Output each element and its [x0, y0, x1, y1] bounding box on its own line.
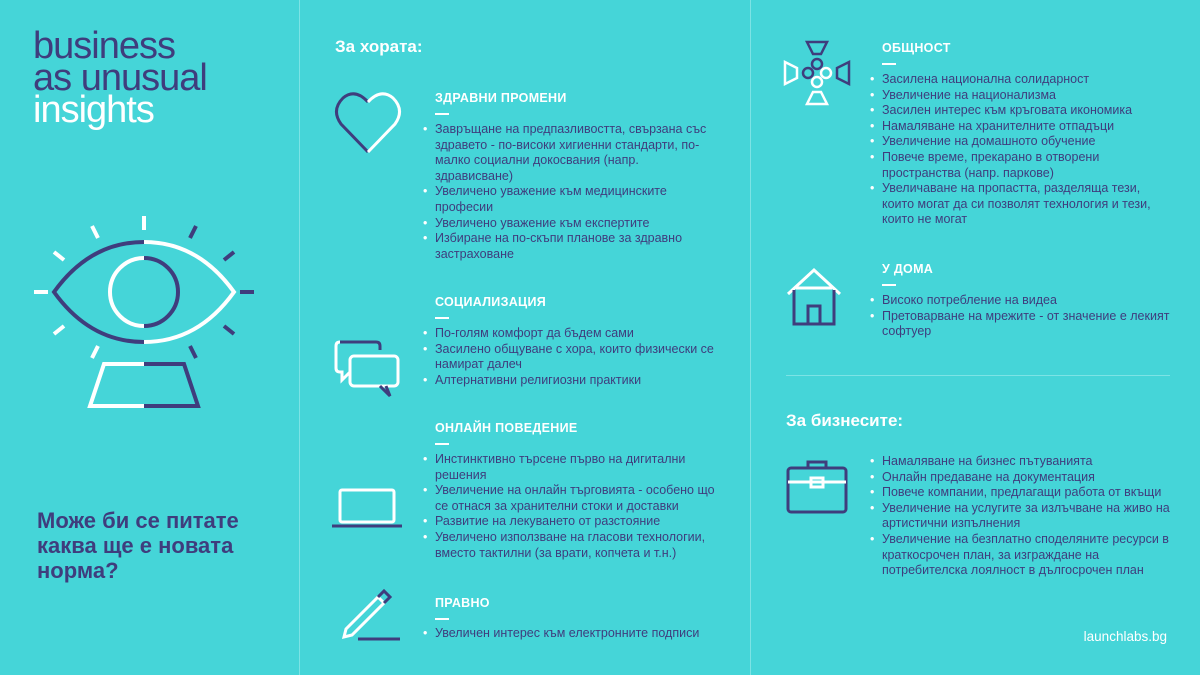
title-dash [435, 618, 449, 620]
list-item: • Увеличено използване на гласови технологии, вместо тактилни (за врати, копчета и т.н.) [423, 530, 723, 561]
list-item: • Увеличено уважение към експертите [423, 216, 718, 232]
pencil-icon [334, 585, 404, 643]
heart-icon [333, 90, 403, 156]
online-list [423, 452, 723, 561]
column-divider [299, 0, 300, 675]
community-title: ОБЩНОСТ [882, 41, 951, 55]
list-item: • Завръщане на предпазливостта, свързана със здравето - по-високи хигиенни стандарти, по-малко социални докосвания (напр. здрависване) [423, 122, 718, 184]
chat-bubbles-icon [332, 338, 402, 404]
health-list [423, 122, 718, 262]
list-item: • Развитие на лекуването от разстояние [423, 514, 723, 530]
briefcase-icon [786, 458, 848, 514]
home-title: У ДОМА [882, 262, 934, 276]
list-item: • Претоварване на мрежите - от значение е лекият софтуер [870, 309, 1170, 340]
list-item: • Повече време, прекарано в отворени пространства (напр. паркове) [870, 150, 1170, 181]
business-heading: За бизнесите: [786, 411, 904, 430]
list-item: • Намаляване на хранителните отпадъци [870, 119, 1170, 135]
brand-line-1: business [33, 25, 175, 67]
brand-line-3: insights [33, 89, 154, 131]
health-title: ЗДРАВНИ ПРОМЕНИ [435, 91, 567, 105]
list-item: • Увеличен интерес към електронните подписи [423, 626, 728, 642]
website-link[interactable]: launchlabs.bg [1083, 629, 1167, 644]
column-divider [750, 0, 751, 675]
title-dash [435, 317, 449, 319]
list-item: • Високо потребление на видеа [870, 293, 1170, 309]
business-list [870, 454, 1170, 579]
list-item: • Инстинктивно търсене първо на дигитални решения [423, 452, 723, 483]
home-list [870, 293, 1170, 340]
laptop-icon [330, 486, 404, 532]
list-item: • Алтернативни религиозни практики [423, 373, 723, 389]
brand-logo [33, 25, 207, 131]
list-item: • Увеличение на услугите за излъчване на живо на артистични изпълнения [870, 501, 1170, 532]
brand-line-2: as unusual [33, 57, 207, 99]
list-item: • По-голям комфорт да бъдем сами [423, 326, 723, 342]
legal-list [423, 626, 728, 642]
title-dash [435, 113, 449, 115]
list-item: • Избиране на по-скъпи планове за здравно застраховане [423, 231, 718, 262]
list-item: • Засилена национална солидарност [870, 72, 1170, 88]
question-text: Може би се питате каква ще е новата норма? [37, 508, 239, 583]
list-item: • Увеличение на национализма [870, 88, 1170, 104]
list-item: • Засилен интерес към кръговата икономика [870, 103, 1170, 119]
title-dash [435, 443, 449, 445]
community-list [870, 72, 1170, 228]
social-list [423, 326, 723, 388]
list-item: • Увеличаване на пропастта, разделяща тези, които могат да си позволят технология и тези, които не могат [870, 181, 1170, 228]
house-icon [784, 266, 844, 326]
list-item: • Повече компании, предлагащи работа от вкъщи [870, 485, 1170, 501]
online-title: ОНЛАЙН ПОВЕДЕНИЕ [435, 421, 578, 435]
list-item: • Увеличение на безплатно споделяните ресурси в краткосрочен план, за изграждане на потребителска лоялност в дългосрочен план [870, 532, 1170, 579]
list-item: • Засилено общуване с хора, които физически се намират далеч [423, 342, 723, 373]
community-icon [783, 40, 851, 106]
legal-title: ПРАВНО [435, 596, 490, 610]
people-heading: За хората: [335, 37, 423, 56]
title-dash [882, 284, 896, 286]
list-item: • Увеличение на онлайн търговията - особено що се отнася за хранителни стоки и доставки [423, 483, 723, 514]
social-title: СОЦИАЛИЗАЦИЯ [435, 295, 547, 309]
section-divider [786, 375, 1170, 376]
list-item: • Увеличено уважение към медицинските професии [423, 184, 718, 215]
list-item: • Увеличение на домашното обучение [870, 134, 1170, 150]
list-item: • Намаляване на бизнес пътуванията [870, 454, 1170, 470]
title-dash [882, 63, 896, 65]
eye-icon [30, 212, 260, 412]
list-item: • Онлайн предаване на документация [870, 470, 1170, 486]
